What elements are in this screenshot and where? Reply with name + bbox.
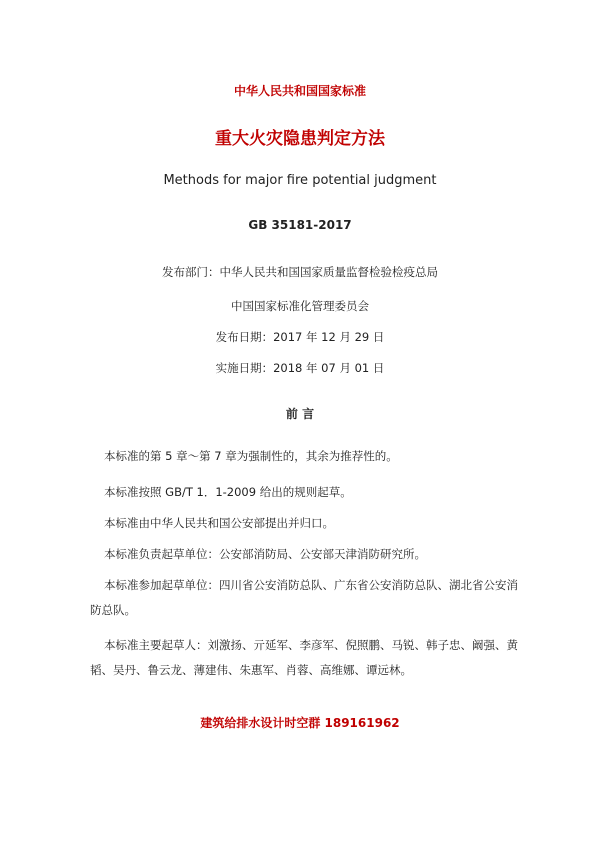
preface-paragraph: 本标准负责起草单位：公安部消防局、公安部天津消防研究所。 (104, 547, 426, 561)
preface-heading: 前 言 (285, 407, 315, 421)
issuing-department: 发布部门：中华人民共和国国家质量监督检验检疫总局 (162, 265, 438, 279)
document-title: 重大火灾隐患判定方法 (215, 129, 385, 149)
document-title-english: Methods for major fire potential judgment (163, 173, 437, 188)
footer-group-text: 建筑给排水设计时空群 189161962 (200, 716, 400, 730)
issuing-department-2: 中国国家标准化管理委员会 (231, 299, 369, 313)
preface-paragraph: 本标准的第 5 章～第 7 章为强制性的，其余为推荐性的。 (104, 449, 398, 463)
preface-paragraph: 本标准由中华人民共和国公安部提出并归口。 (104, 516, 334, 530)
preface-paragraph: 本标准参加起草单位：四川省公安消防总队、广东省公安消防总队、湖北省公安消防总队。 (90, 578, 518, 617)
implementation-date: 实施日期：2018 年 07 月 01 日 (215, 361, 385, 375)
issuer-header: 中华人民共和国国家标准 (233, 84, 366, 98)
preface-paragraph: 本标准主要起草人：刘激扬、亓延军、李彦军、倪照鹏、马锐、韩子忠、阚强、黄韬、吴丹、鲁云龙、薄建伟、朱惠军、肖蓉、高维娜、谭远林。 (90, 638, 518, 677)
standard-code: GB 35181-2017 (248, 218, 352, 232)
preface-paragraph: 本标准按照 GB/T 1．1-2009 给出的规则起草。 (104, 485, 352, 499)
release-date: 发布日期：2017 年 12 月 29 日 (215, 330, 385, 344)
